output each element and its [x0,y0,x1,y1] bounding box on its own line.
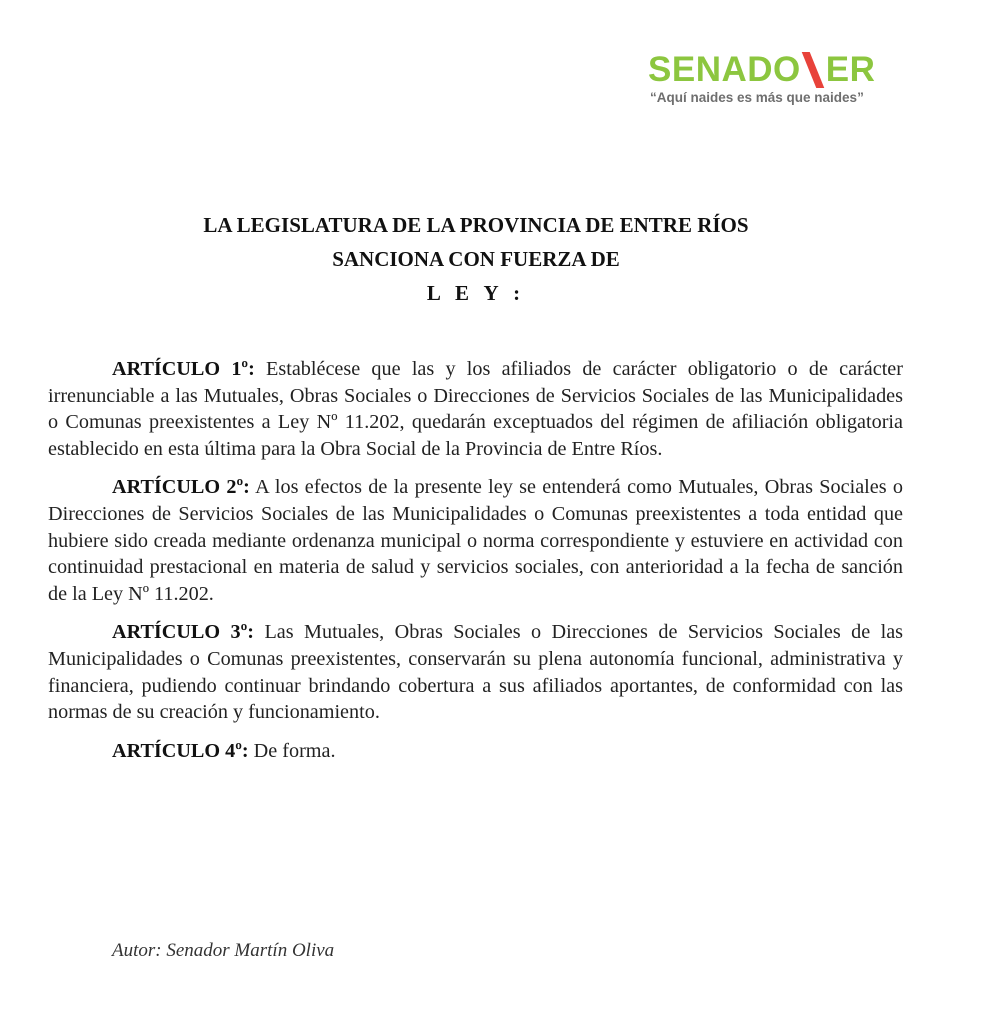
article-4 [48,738,903,765]
article-text: De forma. [253,739,336,762]
logo-word-left: SENADO [648,50,801,89]
logo-word-right: ER [825,50,876,89]
logo-slash-icon [801,52,824,88]
senado-er-logo [648,50,908,105]
heading-line-3: L E Y : [426,281,526,305]
logo-tagline: “Aquí naides es más que naides” [650,90,864,105]
document-heading [0,208,952,310]
article-label: ARTÍCULO 4º: [112,739,249,762]
article-text: Establécese que las y los afiliados de carácter obligatorio o de carácter irrenunciable a las Mutuales, Obras Sociales o Direcciones de Servicios Sociales de las Municipalidades o Comunas preexistentes a Ley Nº 11.202, quedarán exceptuados del régimen de afiliación obligatoria establecido en esta última para la Obra Social de la Provincia de Entre Ríos. [48,358,903,460]
author-signature: Autor: Senador Martín Oliva [112,940,335,961]
logo-wordmark [648,50,908,90]
document-body [48,356,903,776]
article-3 [48,619,903,725]
article-text: A los efectos de la presente ley se entenderá como Mutuales, Obras Sociales o Direcciones de Servicios Sociales de las Municipalidades o Comunas preexistentes a toda entidad que hubiere sido creada mediante ordenanza municipal o norma correspondiente y estuviere en actividad con continuidad prestacional en materia de salud y servicios sociales, con anterioridad a la fecha de sanción de la Ley Nº 11.202. [48,476,903,605]
article-text: Las Mutuales, Obras Sociales o Direcciones de Servicios Sociales de las Municipalidades o Comunas preexistentes, conservarán su plena autonomía funcional, administrativa y financiera, pudiendo continuar brindando cobertura a sus afiliados aportantes, de conformidad con las normas de su creación y funcionamiento. [48,621,904,724]
article-1 [48,356,903,462]
heading-line-2: SANCIONA CON FUERZA DE [332,247,620,271]
heading-line-1: LA LEGISLATURA DE LA PROVINCIA DE ENTRE RÍOS [203,213,749,237]
article-label: ARTÍCULO 2º: [112,476,250,499]
article-label: ARTÍCULO 1º: [112,358,255,380]
article-label: ARTÍCULO 3º: [112,621,255,644]
article-2 [48,474,903,607]
